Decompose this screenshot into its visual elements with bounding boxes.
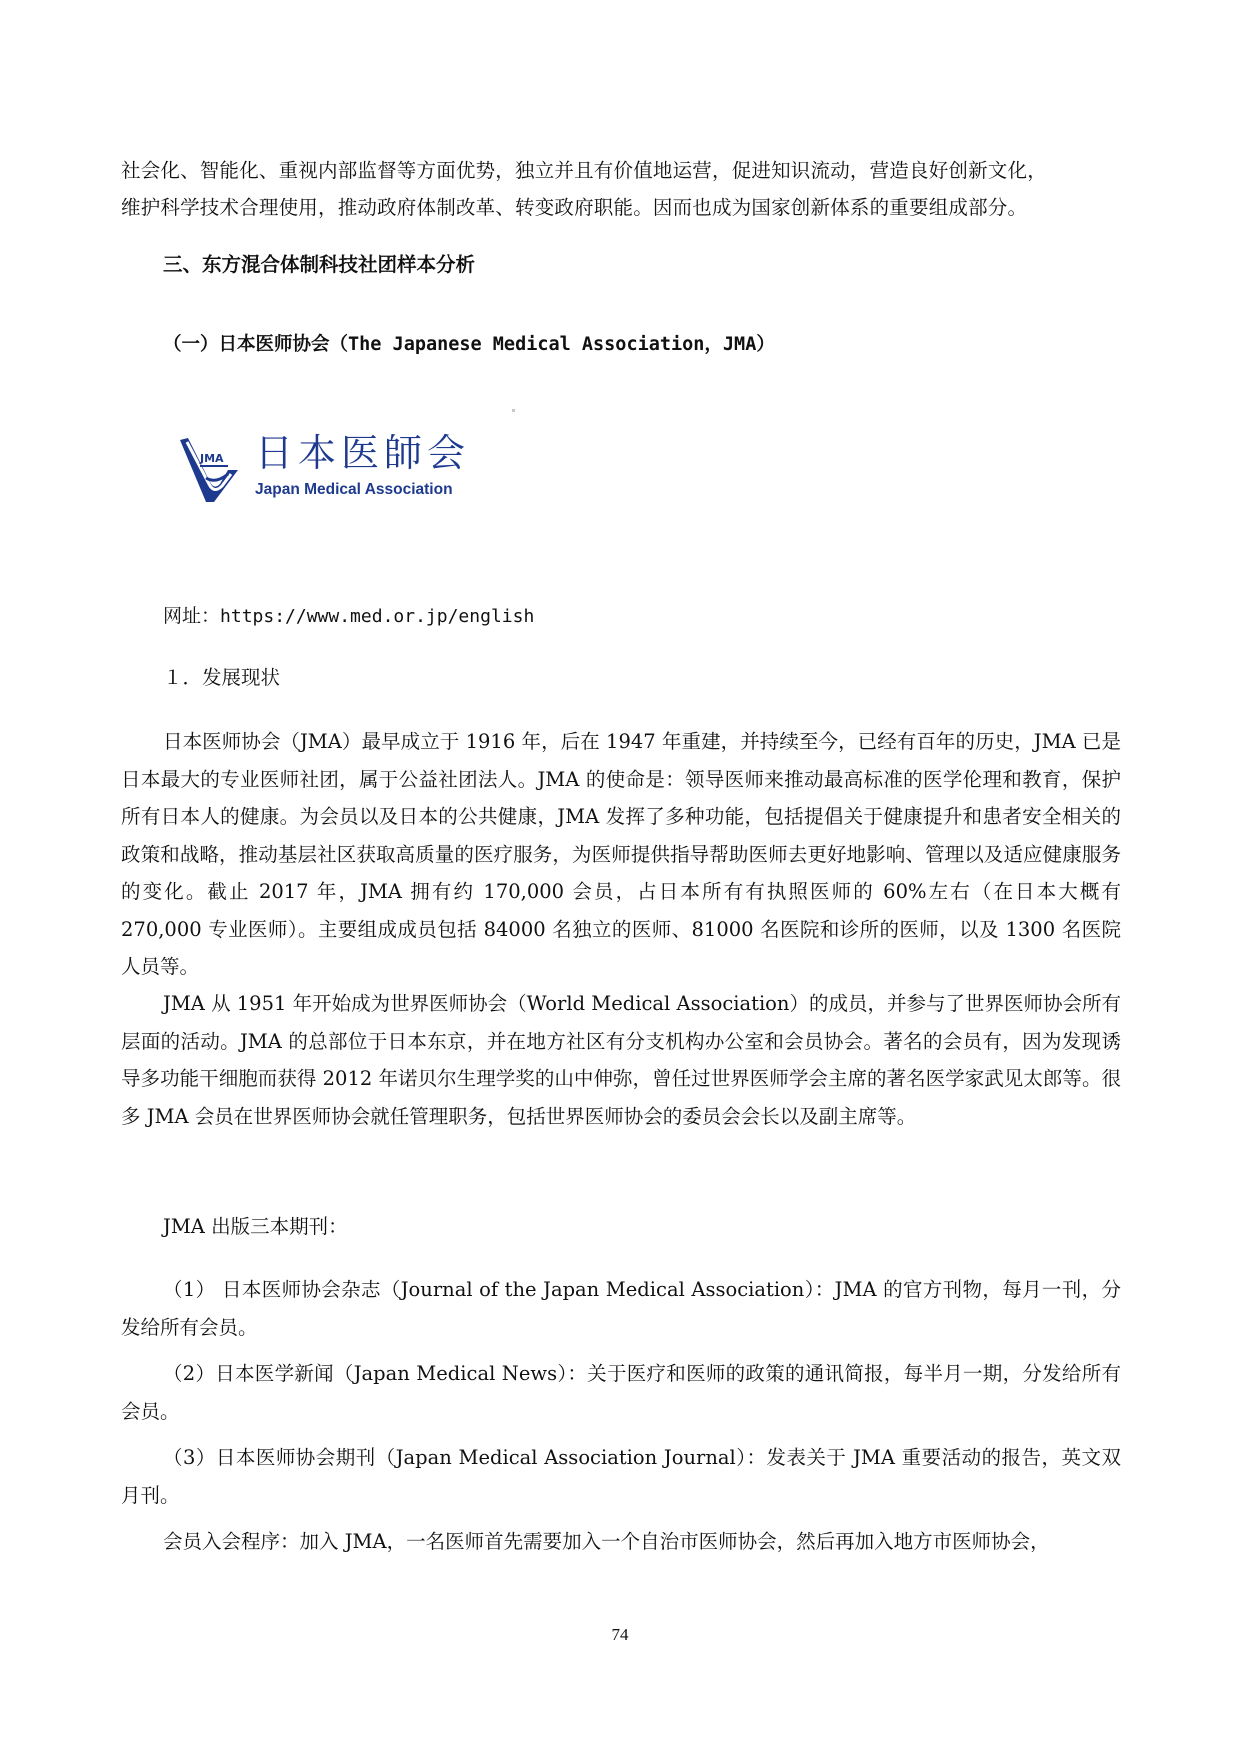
subsection-heading: （一）日本医师协会（The Japanese Medical Association，JMA） bbox=[163, 334, 775, 355]
paragraph-wma: JMA 从 1951 年开始成为世界医师协会（World Medical Association）的成员，并参与了世界医师协会所有层面的活动。JMA 的总部位于日本东京，并在地方社区有分支机构办公室和会员协会。著名的会员有，因为发现诱导多功能干细胞而获得 2012 年诺贝尔生理学奖的山中伸弥，曾任过世界医师学会主席的著名医学家武见太郎等。很多 JMA 会员在世界医师协会就任管理职务，包括世界医师协会的委员会会长以及副主席等。 bbox=[121, 992, 1121, 1128]
paragraph-journals-intro: JMA 出版三本期刊： bbox=[163, 1215, 348, 1238]
paragraph-journal-2: （2）日本医学新闻（Japan Medical News）：关于医疗和医师的政策的通讯简报，每半月一期，分发给所有会员。 bbox=[121, 1362, 1121, 1423]
continuation-line-1: 社会化、智能化、重视内部监督等方面优势，独立并且有价值地运营，促进知识流动，营造良好创新文化， bbox=[121, 159, 1047, 182]
jma-logo bbox=[176, 431, 496, 504]
section-heading: 三、东方混合体制科技社团样本分析 bbox=[163, 253, 476, 276]
page-number: 74 bbox=[611, 1625, 629, 1644]
item-heading: １．发展现状 bbox=[163, 666, 281, 689]
continuation-line-2: 维护科学技术合理使用，推动政府体制改革、转变政府职能。因而也成为国家创新体系的重要组成部分。 bbox=[121, 196, 1028, 219]
paragraph-journal-3: （3）日本医师协会期刊（Japan Medical Association Journal）：发表关于 JMA 重要活动的报告，英文双月刊。 bbox=[121, 1446, 1121, 1507]
jma-emblem-icon bbox=[176, 434, 242, 504]
logo-name-japanese: 日本医師会 bbox=[255, 431, 471, 475]
scan-speck bbox=[512, 409, 515, 412]
paragraph-membership: 会员入会程序：加入 JMA，一名医师首先需要加入一个自治市医师协会，然后再加入地方市医师协会， bbox=[163, 1530, 1050, 1553]
paragraph-history: 日本医师协会（JMA）最早成立于 1916 年，后在 1947 年重建，并持续至今，已经有百年的历史，JMA 已是日本最大的专业医师社团，属于公益社团法人。JMA 的使命是：领导医师来推动最高标准的医学伦理和教育，保护所有日本人的健康。为会员以及日本的公共健康，JMA 发挥了多种功能，包括提倡关于健康提升和患者安全相关的政策和战略，推动基层社区获取高质量的医疗服务，为医师提供指导帮助医师去更好地影响、管理以及适应健康服务的变化。截止 2017 年，JMA 拥有约 170,000 会员，占日本所有有执照医师的 60%左右（在日本大概有 270,000 专业医师）。主要组成成员包括 84000 名独立的医师、81000 名医院和诊所的医师，以及 1300 名医院人员等。 bbox=[121, 730, 1121, 978]
logo-name-english: Japan Medical Association bbox=[255, 481, 453, 498]
website-line bbox=[163, 601, 534, 632]
website-url[interactable]: https://www.med.or.jp/english bbox=[220, 606, 535, 627]
emblem-text: JMA bbox=[200, 452, 224, 465]
paragraph-journal-1: （1） 日本医师协会杂志（Journal of the Japan Medical Association）：JMA 的官方刊物，每月一刊，分发给所有会员。 bbox=[121, 1278, 1121, 1339]
website-label: 网址： bbox=[163, 605, 221, 627]
